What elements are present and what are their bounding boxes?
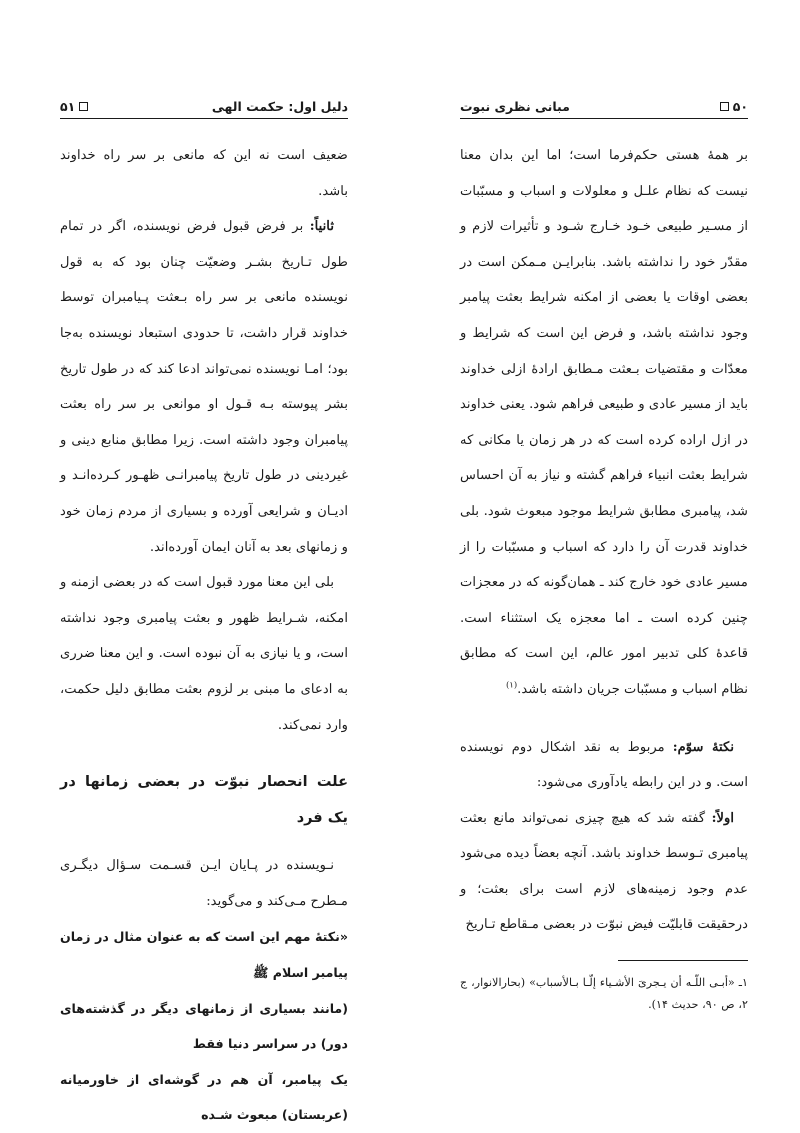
left-paragraph-after-heading: نـویسنده در پـایان ایـن قسـمت سـؤال دیگـری مـطرح مـی‌کند و می‌گوید:	[60, 858, 348, 909]
left-page	[0, 0, 400, 1123]
right-paragraph-2-text: گفته شد که هیچ چیزی نمی‌تواند مانع بعثت پیامبری تـوسط خداوند باشد. آنچه بعضاً دیده می‌شود عدم وجود زمینه‌های لازم است برای بعثت؛ و درحقیقت قابلیّت فیض نبوّت در بعضی مـقاطع تـاریخ	[460, 810, 748, 933]
right-page-number	[720, 99, 748, 114]
paragraph-gap	[460, 708, 748, 730]
left-paragraph-0: ضعیف است نه این که مانعی بر سر راه خداوند باشد.	[60, 148, 348, 199]
left-header-rule	[60, 118, 348, 119]
left-paragraph-1-lead: ثانیاً:	[309, 219, 334, 235]
right-paragraph-1-lead: نکتهٔ سوّم:	[672, 739, 734, 755]
right-paragraph-2	[460, 801, 748, 943]
footnote-rule	[618, 960, 748, 961]
right-page-number-text: ۵۰	[732, 99, 748, 114]
section-heading: علت انحصار نبوّت در بعضی زمانها در یک فرد	[60, 774, 348, 826]
left-page-body	[60, 138, 348, 1133]
left-paragraph-2: بلی این معنا مورد قبول است که در بعضی ازمنه و امکنه، شـرایط ظهور و بعثت پیامبری وجود نداشته است، و یا نیازی به آن نبوده است. و این معنا ضرری به ادعای ما مبنی بر لزوم بعثت مطابق دلیل حکمت، وارد نمی‌کند.	[60, 575, 348, 733]
left-page-number-text: ۵۱	[60, 99, 76, 114]
right-paragraph-2-lead: اولاً:	[711, 810, 734, 826]
left-paragraph-1	[60, 209, 348, 565]
left-paragraph-1-text: بر فرض قبول فرض نویسنده، اگر در تمام طول تـاریخ بشـر وضعیّت چنان بود که به قول نویسنده مانعی بر سر راه بـعثت پـیامبران توسط خداوند قرار داشت، تا حدودی استبعاد نویسنده به‌جا بود؛ امـا نویسنده نمی‌تواند ادعا کند که در طول تاریخ بشر پیوسته بـه قـول او موانعی بر سر راه بعثت پیامبران وجود داشته است. زیرا مطابق منابع دینی و غیردینی در طول تاریخ پیامبرانـی ظهـور کـرده‌انـد و ادیـان و شرایعی آورده و بسیاری از مردم زمان خود و زمانهای بعد به آنان ایمان آورده‌اند.	[60, 219, 348, 555]
right-page-body	[460, 138, 748, 943]
right-paragraph-0-text: بر همهٔ هستی حکم‌فرما است؛ اما این بدان معنا نیست که نظام علـل و معلولات و اسباب و مسبّبات از مسـیر طبیعی خـود خـارج شـود و تأثیرات لازم و مقدّر خود را نداشته باشد. بنابرایـن مـمکن است در بعضی اوقات یا بعضی از امکنه شرایط بعثت پیامبر وجود نداشته باشد، و فرض این است که شرایط و معدّات و مقتضیات بـعثت مـطابق ارادهٔ ازلی خداوند باید از مسیر عادی و طبیعی فراهم شود. یعنی خداوند در ازل اراده کرده است که در هر زمان یا مکانی که شرایط بعثت انبیاء فراهم گشته و نیاز به آن احساس شد، پیامبری مطابق شرایط موجود مبعوث شود. بلی خداوند قدرت آن را دارد که اسباب و مسبّبات را از مسیر عادی خود خارج کند ـ همان‌گونه که در معجزات چنین کرده است ـ اما معجزه یک استثناء است. قاعدهٔ کلی تدبیر امور عالم، این است که مطابق نظام اسباب و مسبّبات جریان داشته باشد.	[460, 148, 748, 697]
right-header-rule	[460, 118, 748, 119]
quote-block	[60, 919, 348, 1133]
footnote: ۱ـ «أبـی اللّـه أن یـجریَ الأشـیاء إلّـا بـالأسباب» (بحارالانوار، ج ۲، ص ۹۰، حدیث ۱۴).	[460, 976, 748, 1011]
right-running-title: مبانی نظری نبوت	[460, 99, 570, 114]
square-icon	[720, 102, 729, 111]
right-paragraph-0	[460, 138, 748, 708]
right-paragraph-1	[460, 730, 748, 801]
quote-line: «نکتهٔ مهم این است که به عنوان مثال در زمان پیامبر اسلام ﷺ	[60, 929, 348, 981]
quote-line: (مانند بسیاری از زمانهای دیگر در گذشته‌های دور) در سراسر دنیا فقط	[60, 1000, 348, 1052]
footnote-marker: (۱)	[505, 680, 518, 691]
right-paragraph-1-text: مربوط به نقد اشکال دوم نویسنده است. و در این رابطه یادآوری می‌شود:	[460, 739, 748, 791]
left-running-title: دلیل اول: حکمت الهی	[211, 99, 348, 114]
right-page-header	[460, 92, 748, 114]
square-icon	[79, 102, 88, 111]
left-page-number	[60, 99, 88, 114]
right-page	[400, 0, 800, 1100]
quote-line: یک پیامبر، آن هم در گوشه‌ای از خاورمیانه (عربستان) مبعوث شـده	[60, 1071, 348, 1123]
left-page-header	[60, 92, 348, 114]
